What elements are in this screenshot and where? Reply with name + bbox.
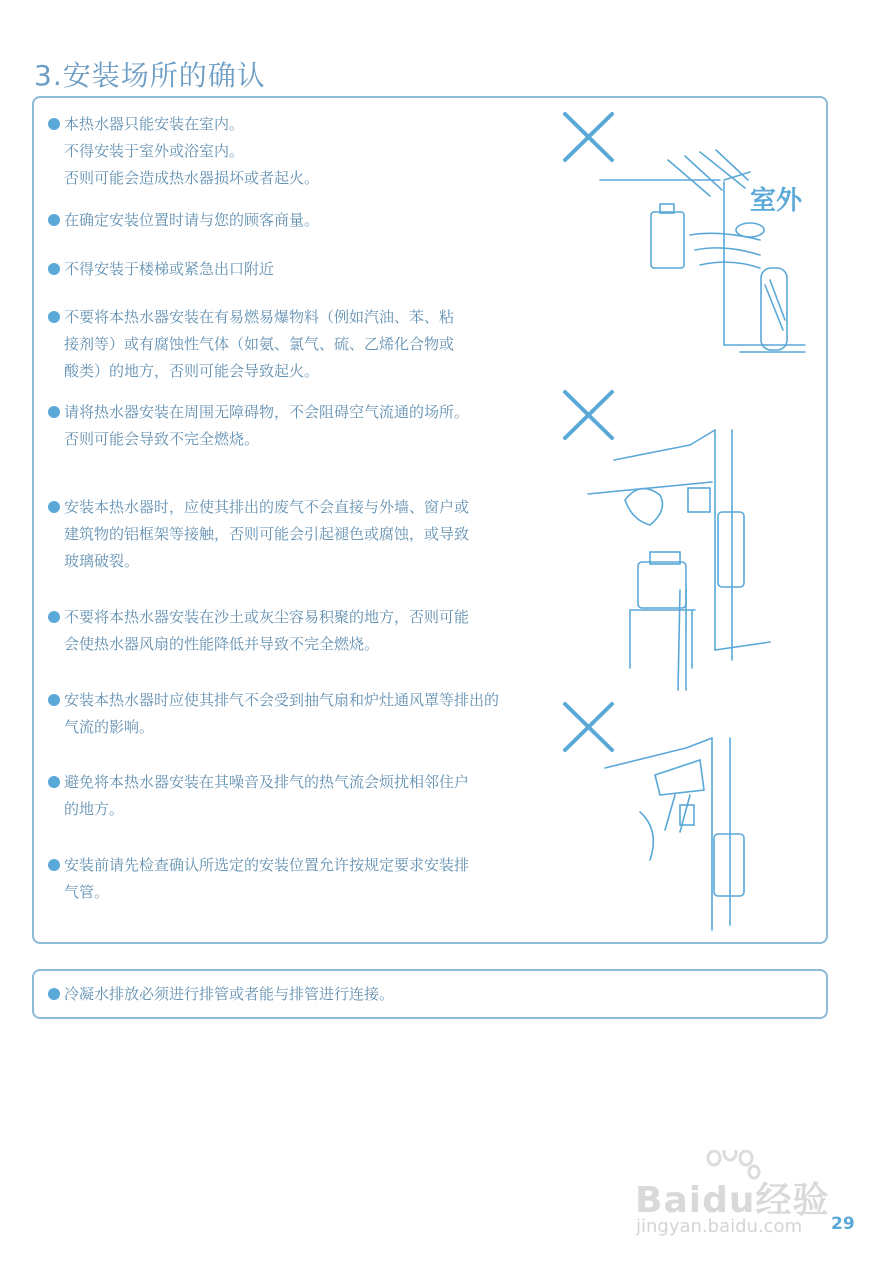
item-text: 气管。	[64, 883, 110, 901]
bullet-icon	[48, 859, 60, 871]
watermark-logo: Baidu经验	[635, 1180, 830, 1221]
bullet-icon	[48, 263, 60, 275]
item-text: 请将热水器安装在周围无障碍物，不会阻碍空气流通的场所。	[64, 403, 470, 421]
item-text: 不得安装于楼梯或紧急出口附近	[64, 260, 275, 278]
item-text: 否则可能会造成热水器损坏或者起火。	[64, 169, 320, 187]
item-text: 不要将本热水器安装在有易燃易爆物料（例如汽油、苯、粘	[64, 308, 455, 326]
page-number: 29	[831, 1214, 855, 1234]
cross-mark-icon	[565, 392, 612, 438]
watermark-url: jingyan.baidu.com	[636, 1216, 803, 1237]
list-item	[48, 399, 548, 453]
condensate-note	[48, 983, 394, 1004]
item-text: 酸类）的地方，否则可能会导致起火。	[64, 362, 320, 380]
item-text: 本热水器只能安装在室内。	[64, 115, 245, 133]
list-item	[48, 207, 548, 234]
item-text: 安装本热水器时，应使其排出的废气不会直接与外墙、窗户或	[64, 498, 470, 516]
item-text: 不得安装于室外或浴室内。	[64, 142, 245, 160]
bullet-icon	[48, 311, 60, 323]
item-text: 安装前请先检查确认所选定的安装位置允许按规定要求安装排	[64, 856, 470, 874]
section-title: 3.安装场所的确认	[34, 59, 266, 92]
cross-mark-icon	[565, 704, 612, 750]
bullet-icon	[48, 694, 60, 706]
list-item	[48, 687, 548, 741]
item-text: 安装本热水器时应使其排气不会受到抽气扇和炉灶通风罩等排出的	[64, 691, 500, 709]
list-item	[48, 852, 548, 906]
exhaust-hood-heater-icon	[605, 738, 744, 930]
bullet-icon	[48, 611, 60, 623]
list-item	[48, 111, 548, 192]
item-text: 会使热水器风扇的性能降低并导致不完全燃烧。	[64, 635, 380, 653]
cross-mark-icon	[565, 114, 612, 160]
bullet-icon	[48, 501, 60, 513]
item-text: 接剂等）或有腐蚀性气体（如氨、氯气、硫、乙烯化合物或	[64, 335, 455, 353]
item-text: 建筑物的铝框架等接触，否则可能会引起褪色或腐蚀，或导致	[64, 525, 470, 543]
item-text: 否则可能会导致不完全燃烧。	[64, 430, 260, 448]
installation-illustrations	[555, 100, 825, 940]
list-item	[48, 256, 548, 283]
obstructed-heater-icon	[588, 430, 770, 690]
item-text: 气流的影响。	[64, 718, 155, 736]
list-item	[48, 494, 548, 575]
item-text: 的地方。	[64, 800, 125, 818]
bullet-icon	[48, 776, 60, 788]
note-text: 冷凝水排放必须进行排管或者能与排管进行连接。	[64, 985, 395, 1003]
list-item	[48, 304, 548, 385]
bullet-icon	[48, 214, 60, 226]
item-text: 不要将本热水器安装在沙土或灰尘容易积聚的地方，否则可能	[64, 608, 470, 626]
list-item	[48, 769, 548, 823]
item-text: 玻璃破裂。	[64, 552, 140, 570]
item-text: 在确定安装位置时请与您的顾客商量。	[64, 211, 320, 229]
bullet-icon	[48, 406, 60, 418]
bullet-icon	[48, 988, 60, 1000]
outdoor-label: 室外	[750, 186, 803, 216]
bullet-icon	[48, 118, 60, 130]
list-item	[48, 604, 548, 658]
item-text: 避免将本热水器安装在其噪音及排气的热气流会烦扰相邻住户	[64, 773, 470, 791]
